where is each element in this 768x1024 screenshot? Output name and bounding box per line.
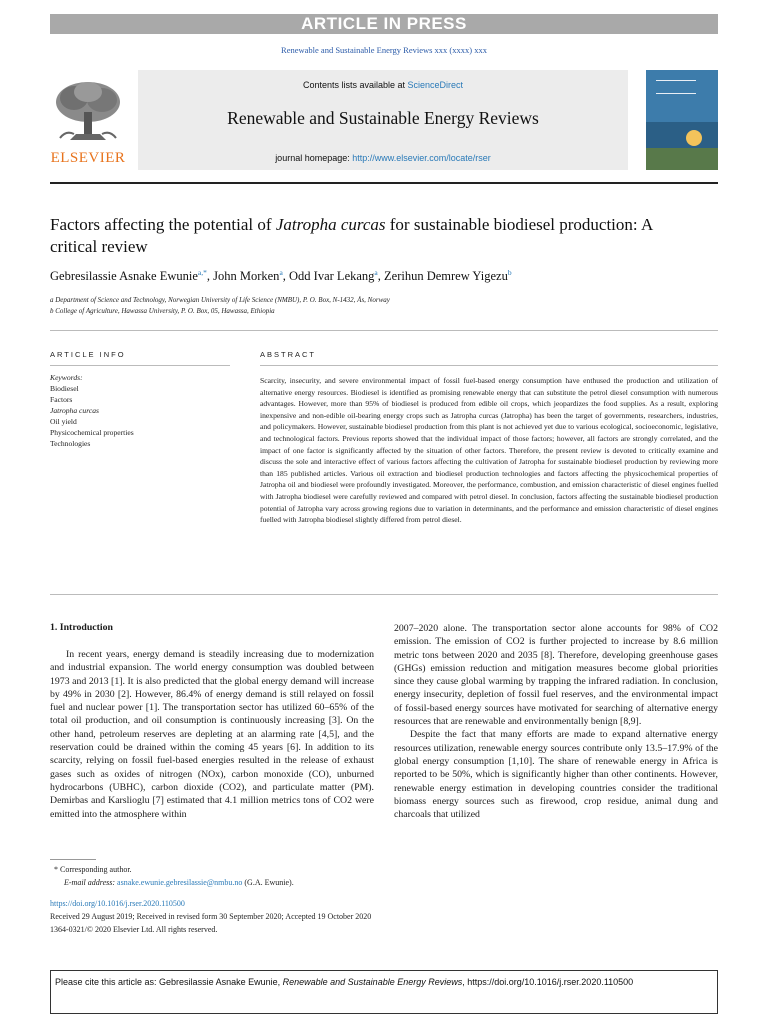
keyword-item: Technologies (50, 439, 91, 448)
body-paragraph: 2007–2020 alone. The transportation sector alone accounts for 98% of CO2 emission. The emission of CO2 is further projected to increase by 8.6 million metric tons between 2020 and 2035 [8]. Therefore, developing greenhouse gases (GHGs) emission reduction and mitigation measures become global priorities since they cause global warming by trapping the infrared radiation. In conclusion, energy insecurity, depletion of fossil fuel reserves, and the environmental impact of fossil-based energy sources have motivated for searching of alternative energy resources that are renewable and environmentally benign [8,9]. (394, 623, 718, 728)
title-species-name: Jatropha curcas (275, 215, 386, 234)
abstract-bottom-divider (50, 594, 718, 595)
author-name[interactable]: John Morken (213, 269, 280, 283)
cite-doi[interactable]: , https://doi.org/10.1016/j.rser.2020.110500 (462, 977, 634, 987)
masthead-divider (50, 182, 718, 184)
keyword-item: Jatropha curcas (50, 406, 99, 415)
article-in-press-banner: ARTICLE IN PRESS (50, 14, 718, 34)
cite-prefix: Please cite this article as: Gebresilassie Asnake Ewunie, (55, 977, 283, 987)
author-name[interactable]: Odd Ivar Lekang (289, 269, 375, 283)
affiliation-a: a Department of Science and Technology, Norwegian University of Life Science (NMBU), P. O. Box, N-1432, Ås, Norway (50, 296, 390, 304)
cover-field-panel (646, 148, 718, 170)
cover-top-panel (646, 70, 718, 122)
email-label: E-mail address: (64, 878, 118, 887)
author-affiliation-mark[interactable]: b (507, 268, 512, 277)
doi-link[interactable]: https://doi.org/10.1016/j.rser.2020.110500 (50, 899, 185, 908)
keyword-item: Physicochemical properties (50, 428, 134, 437)
abstract-text: Scarcity, insecurity, and severe environmental impact of fossil fuel-based energy consumption have enthused the production and utilization of alternative energy resources. Biodiesel is identified as promising renewable energy that can substitute the petrol diesel consumption with numerous advantages. However, more than 95% of biodiesel is produced from edible oil crops, which jeopardizes the food supplies. As a result, exploring inexpensive and non-edible oil-bearing energy crops such as Jatropha curcas (Jatropha) has been the target of governments, researchers, industries, and policymakers. However, sustainable biodiesel production from this plant is not achieved yet due to various ecological, socioeconomic, legislative, and technological factors. Previous reports showed that the individual impact of those factors; however, all factors are strongly correlated, and the impact of one factor is significantly affected by the situation of other factors. Therefore, the present review is devoted to critically examine and discuss the sole and interactive effect of various factors affecting the cultivation of Jatropha for sustainable biodiesel production by reviewing more than 185 published articles. Various oil extraction and biodiesel production technologies and factors affecting the physicochemical properties of Jatropha oil and biodiesel were profoundly investigated. Moreover, the performance, combustion, and emission characteristic of diesel engines fuelled with Jatropha biodiesel were carefully reviewed and compared with petrol diesel. In conclusion, factors affecting the sustainable biodiesel production potential of Jatropha vary across growing regions due to variation in determinants, and the performance and emission characteristic of diesel engines fuelled with Jatropha biodiesel slightly differed from petrol diesel. (260, 376, 718, 525)
section-heading-introduction: 1. Introduction (50, 622, 113, 633)
contents-prefix: Contents lists available at (302, 80, 408, 90)
contents-available-line (138, 80, 628, 90)
author-affiliation-mark[interactable]: a (279, 268, 283, 277)
abstract-rule (260, 365, 718, 366)
cover-title-block (656, 80, 696, 94)
email-note (64, 878, 294, 887)
corresponding-author-note: * Corresponding author. (54, 865, 132, 874)
body-paragraph: In recent years, energy demand is steadily increasing due to modernization and industrial expansion. The world energy consumption was doubled between 1973 and 2013 [1]. It is also predicted that the global energy demand will increase by 49% in 2030 [2]. However, 86.4% of energy demand is still relayed on fossil fuel and nuclear power [1]. The transportation sector has utilized 60–65% of the total oil production, and oil consumption is continuously increasing [3]. On the other hand, petroleum reserves are depleting at an alarming rate [4,5], and the reservation could be drained within the coming 45 years [6]. In addition to its scarcity, relying on fossil fuel-based energies resulted in the release of exhaust gases such as oxides of nitrogen (NOx), carbon monoxide (CO), unburned hydrocarbons (UBHC), carbon dioxide (CO2), and particulate matter (PM). Demirbas and Karslioglu [7] estimated that 4.1 million metrics tons of CO2 were emitted into the atmosphere within (50, 649, 374, 820)
keyword-item: Biodiesel (50, 384, 79, 393)
received-dates: Received 29 August 2019; Received in revised form 30 September 2020; Accepted 19 October 2020 (50, 912, 372, 921)
journal-homepage-line (138, 153, 628, 163)
email-suffix: (G.A. Ewunie). (242, 878, 294, 887)
title-part-1: Factors affecting the potential of (50, 215, 276, 234)
author-list: Gebresilassie Asnake Ewunie$^{a,*}$, John Morken$^a$, Odd Ivar Lekang$^a$, Zerihun Demrew Yigezu$^b$ (50, 268, 512, 283)
footnote-divider (50, 859, 96, 860)
body-column-left (50, 648, 374, 821)
article-info-rule (50, 365, 230, 366)
keywords-block (50, 372, 230, 449)
article-info-heading: ARTICLE INFO (50, 350, 126, 359)
journal-masthead (50, 70, 718, 170)
homepage-label: journal homepage: (275, 153, 353, 163)
journal-title: Renewable and Sustainable Energy Reviews (227, 108, 539, 128)
copyright-line: 1364-0321/© 2020 Elsevier Ltd. All rights reserved. (50, 925, 218, 934)
article-title (50, 214, 690, 258)
elsevier-tree-logo-icon (50, 78, 126, 146)
abstract-heading: ABSTRACT (260, 350, 317, 359)
cite-journal: Renewable and Sustainable Energy Reviews (282, 977, 463, 987)
body-paragraph: Despite the fact that many efforts are made to expand alternative energy resources utilization, renewable energy sources contribute only 13.5–17.9% of the global energy consumption [1,10]. The share of renewable energy in Africa is reported to be 50%, which is significantly higher than other continents. However, renewable energy estimation in developing countries consider the traditional biomass energy sources such as firewood, crop residue, animal dung and charcoals that utilized (394, 729, 718, 821)
body-column-right (394, 622, 718, 821)
keyword-item: Factors (50, 395, 73, 404)
author-name[interactable]: Zerihun Demrew Yigezu (384, 269, 508, 283)
homepage-link[interactable]: http://www.elsevier.com/locate/rser (352, 153, 491, 163)
journal-cover-thumbnail[interactable] (646, 70, 718, 170)
journal-citation-line[interactable]: Renewable and Sustainable Energy Reviews xxx (xxxx) xxx (281, 45, 487, 55)
cover-sun-icon (686, 130, 702, 146)
elsevier-wordmark: ELSEVIER (50, 150, 126, 166)
author-name[interactable]: Gebresilassie Asnake Ewunie (50, 269, 198, 283)
affiliation-b: b College of Agriculture, Hawassa University, P. O. Box, 05, Hawassa, Ethiopia (50, 307, 275, 315)
author-affiliation-mark[interactable]: a,* (197, 268, 207, 277)
affiliation-divider (50, 330, 718, 331)
keyword-item: Oil yield (50, 417, 77, 426)
sciencedirect-link[interactable]: ScienceDirect (407, 80, 464, 90)
author-affiliation-mark[interactable]: a (374, 268, 378, 277)
title-part-2: for sustainable biodiesel production: A critical review (50, 215, 653, 256)
journal-header-box (138, 70, 628, 170)
cite-this-article-box (50, 970, 718, 1014)
email-link[interactable]: asnake.ewunie.gebresilassie@nmbu.no (117, 878, 243, 887)
keywords-label: Keywords: (50, 373, 83, 382)
